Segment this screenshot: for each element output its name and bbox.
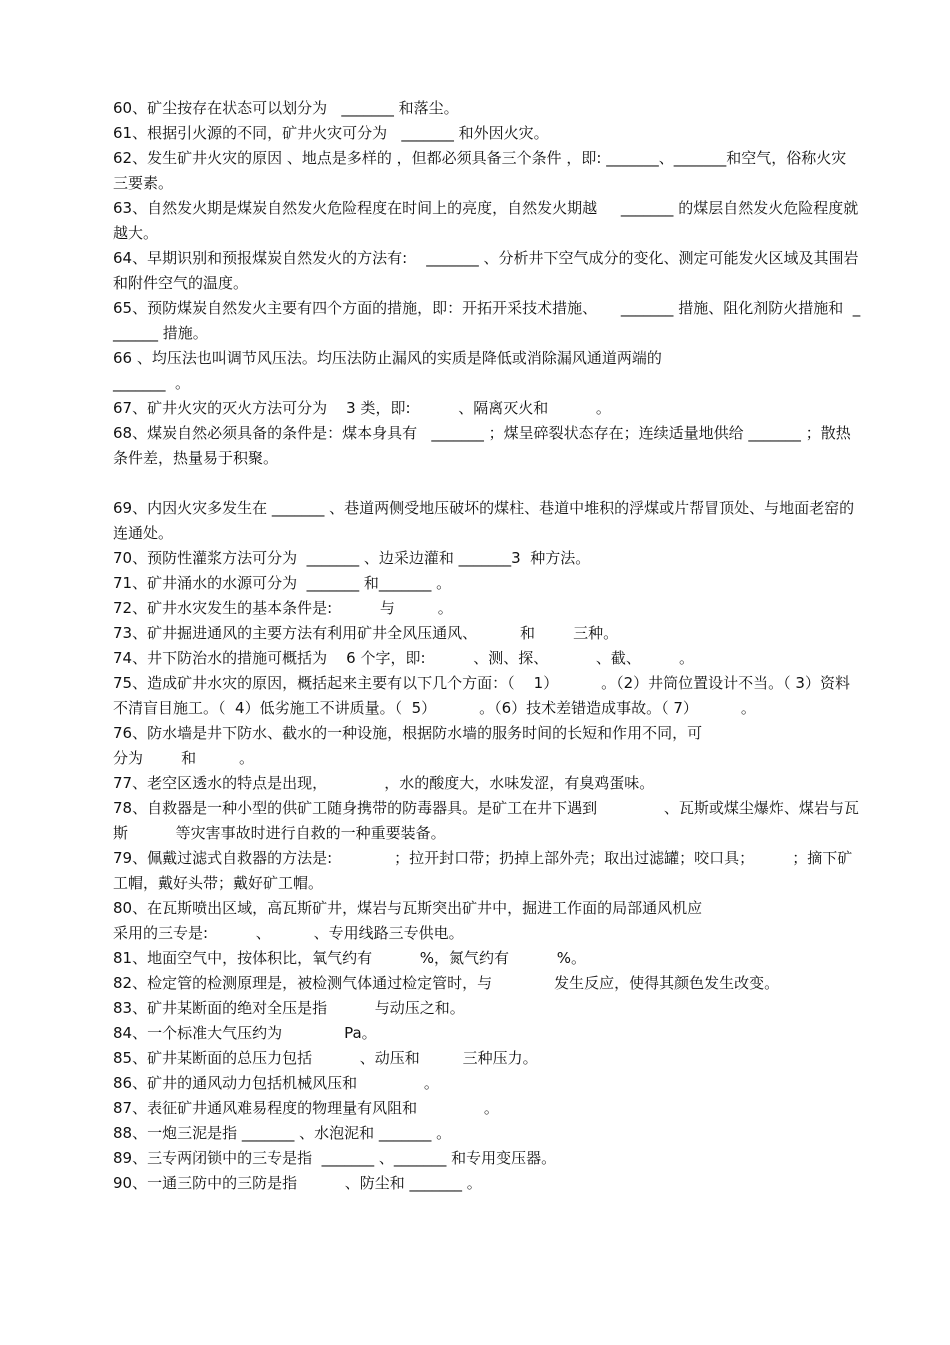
question-87: 87、表征矿井通风难易程度的物理量有风阻和 。 <box>113 1099 499 1117</box>
question-83: 83、矿井某断面的绝对全压是指 与动压之和。 <box>113 999 465 1017</box>
question-79: 79、佩戴过滤式自救器的方法是: ；拉开封口带；扔掉上部外壳；取出过滤罐；咬口具； ；摘下矿工帽，戴好头带；戴好矿工帽。 <box>113 849 853 892</box>
question-61: 61、根据引火源的不同，矿井火灾可分为 _______ 和外因火灾。 <box>113 124 549 142</box>
question-70: 70、预防性灌浆方法可分为 _______ 、边采边灌和 _______3 种方法。 <box>113 549 591 567</box>
paragraph-gap <box>113 471 861 496</box>
question-89: 89、三专两闭锁中的三专是指 _______ 、_______ 和专用变压器。 <box>113 1149 557 1167</box>
question-64: 64、早期识别和预报煤炭自然发火的方法有: _______ 、分析井下空气成分的变化、测定可能发火区域及其围岩和附件空气的温度。 <box>113 249 859 292</box>
question-60: 60、矿尘按存在状态可以划分为 _______ 和落尘。 <box>113 99 459 117</box>
question-88: 88、一炮三泥是指 _______ 、水泡泥和 _______ 。 <box>113 1124 452 1142</box>
question-75: 75、造成矿井水灾的原因，概括起来主要有以下几个方面：（ 1） 。（2）井筒位置设计不当。（ 3）资料不清盲目施工。（ 4）低劣施工不讲质量。（ 5） 。（6）技术差错造成事故。（ 7） 。 <box>113 674 850 717</box>
question-82: 82、检定管的检测原理是，被检测气体通过检定管时，与 发生反应，使得其颜色发生改变。 <box>113 974 780 992</box>
question-74: 74、井下防治水的措施可概括为 6 个字，即: 、测、探、 、截、 。 <box>113 649 695 667</box>
question-86: 86、矿井的通风动力包括机械风压和 。 <box>113 1074 439 1092</box>
question-84: 84、一个标准大气压约为 Pa。 <box>113 1024 377 1042</box>
question-85: 85、矿井某断面的总压力包括 、动压和 三种压力。 <box>113 1049 538 1067</box>
question-80: 80、在瓦斯喷出区域，高瓦斯矿井，煤岩与瓦斯突出矿井中，掘进工作面的局部通风机应 采用的三专是: 、 、专用线路三专供电。 <box>113 899 703 942</box>
question-78: 78、自救器是一种小型的供矿工随身携带的防毒器具。是矿工在井下遇到 、瓦斯或煤尘爆炸、煤岩与瓦斯 等灾害事故时进行自救的一种重要装备。 <box>113 799 859 842</box>
question-71: 71、矿井涌水的水源可分为 _______ 和_______ 。 <box>113 574 452 592</box>
question-68: 68、煤炭自然必须具备的条件是：煤本身具有 _______ ；煤呈碎裂状态存在；连续适量地供给 _______ ；散热条件差，热量易于积聚。 <box>113 424 851 467</box>
question-69: 69、内因火灾多发生在 _______ 、巷道两侧受地压破坏的煤柱、巷道中堆积的浮煤或片帮冒顶处、与地面老窑的连通处。 <box>113 499 855 542</box>
question-73: 73、矿井掘进通风的主要方法有利用矿井全风压通风、 和 三种。 <box>113 624 619 642</box>
question-list <box>113 96 861 1196</box>
question-63: 63、自然发火期是煤炭自然发火危险程度在时间上的亮度，自然发火期越 _______ 的煤层自然发火危险程度就越大。 <box>113 199 859 242</box>
question-90: 90、一通三防中的三防是指 、防尘和 _______ 。 <box>113 1174 482 1192</box>
question-72: 72、矿井水灾发生的基本条件是: 与 。 <box>113 599 453 617</box>
question-77: 77、老空区透水的特点是出现， ，水的酸度大，水味发涩，有臭鸡蛋味。 <box>113 774 655 792</box>
question-65: 65、预防煤炭自然发火主要有四个方面的措施，即：开拓开采技术措施、 _______ 措施、阻化剂防火措施和 _______ 措施。 <box>113 299 861 342</box>
question-81: 81、地面空气中，按体积比，氧气约有 %，氮气约有 %。 <box>113 949 586 967</box>
question-76: 76、防水墙是井下防水、截水的一种设施，根据防水墙的服务时间的长短和作用不同，可 分为 和 。 <box>113 724 703 767</box>
question-62: 62、发生矿井火灾的原因 、地点是多样的 ，但都必须具备三个条件 ，即: _______、_______和空气，俗称火灾三要素。 <box>113 149 847 192</box>
question-66: 66 、均压法也叫调节风压法。均压法防止漏风的实质是降低或消除漏风通道两端的 _______ 。 <box>113 349 662 392</box>
question-67: 67、矿井火灾的灭火方法可分为 3 类，即: 、隔离灭火和 。 <box>113 399 611 417</box>
